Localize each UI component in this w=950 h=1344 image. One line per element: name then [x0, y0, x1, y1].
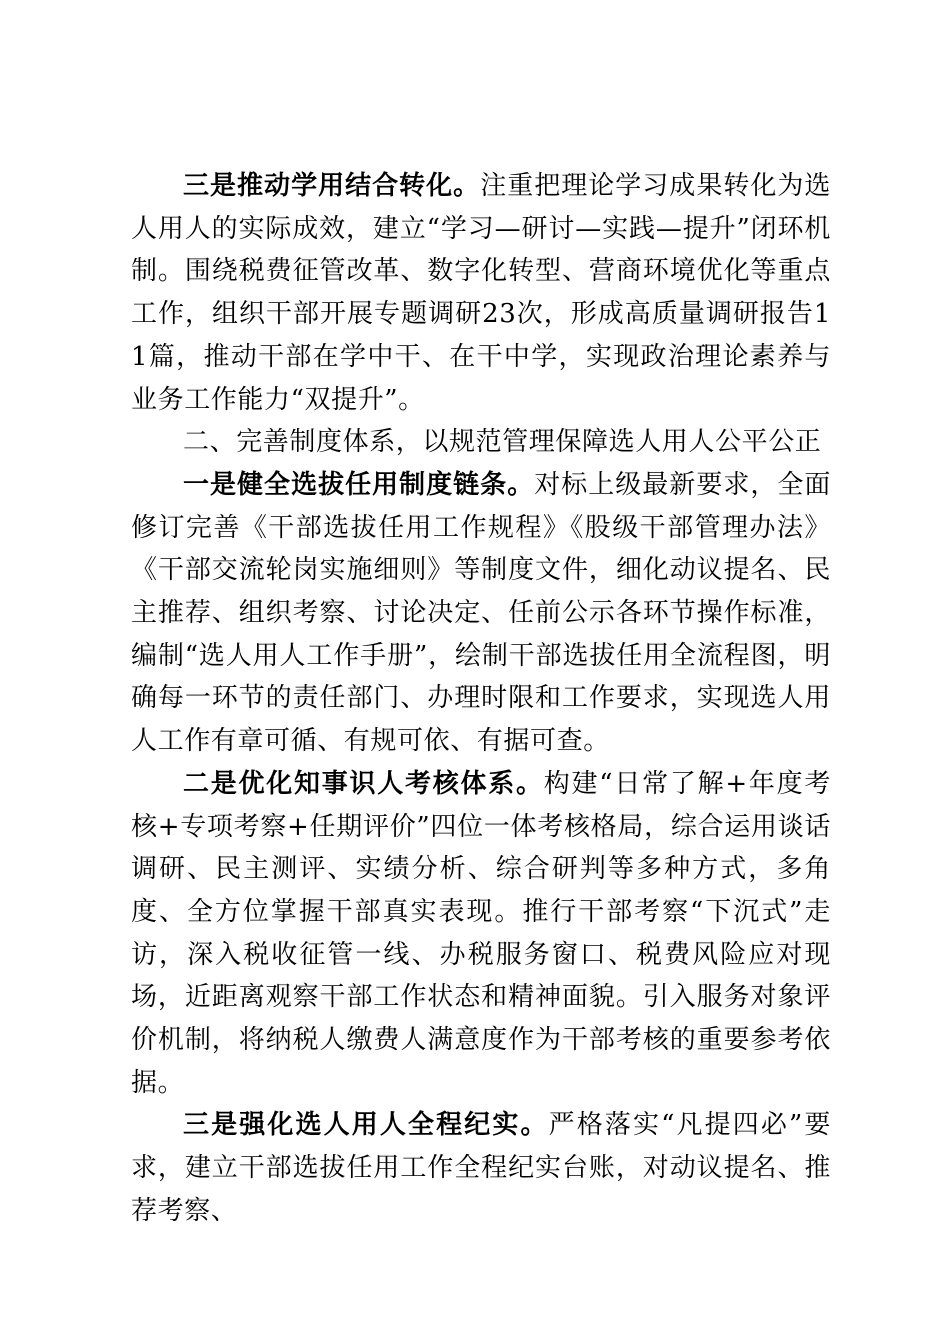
paragraph-selection-system	[131, 464, 831, 763]
paragraph-text: 严格落实“凡提四必”要求，建立干部选拔任用工作全程纪实台账，对动议提名、推荐考察、	[131, 1110, 831, 1226]
paragraph-text: 注重把理论学习成果转化为选人用人的实际成效，建立“学习—研讨—实践—提升”闭环机制。围绕税费征管改革、数字化转型、营商环境优化等重点工作，组织干部开展专题调研23次，形成高质量调研报告11篇，推动干部在学中干、在干中学，实现政治理论素养与业务工作能力“双提升”。	[131, 171, 831, 415]
paragraph-text: 构建“日常了解+年度考核+专项考察+任期评价”四位一体考核格局，综合运用谈话调研、民主测评、实绩分析、综合研判等多种方式，多角度、全方位掌握干部真实表现。推行干部考察“下沉式”走访，深入税收征管一线、办税服务窗口、税费风险应对现场，近距离观察干部工作状态和精神面貌。引入服务对象评价机制，将纳税人缴费人满意度作为干部考核的重要参考依据。	[131, 768, 831, 1098]
paragraph-lead: 三是推动学用结合转化。	[183, 171, 481, 201]
paragraph-lead: 二是优化知事识人考核体系。	[183, 768, 544, 799]
paragraph-learning-application	[131, 165, 831, 421]
paragraph-text: 对标上级最新要求，全面修订完善《干部选拔任用工作规程》《股级干部管理办法》《干部交流轮岗实施细则》等制度文件，细化动议提名、民主推荐、组织考察、讨论决定、任前公示各环节操作标准，编制“选人用人工作手册”，绘制干部选拔任用全流程图，明确每一环节的责任部门、办理时限和工作要求，实现选人用人工作有章可循、有规可依、有据可查。	[131, 469, 831, 757]
paragraph-full-record	[131, 1104, 831, 1232]
paragraph-lead: 一是健全选拔任用制度链条。	[183, 469, 535, 500]
document-body	[131, 165, 831, 1233]
paragraph-lead: 三是强化选人用人全程纪实。	[183, 1110, 549, 1141]
paragraph-assessment-system	[131, 763, 831, 1105]
section-heading: 二、完善制度体系，以规范管理保障选人用人公平公正	[183, 427, 822, 458]
